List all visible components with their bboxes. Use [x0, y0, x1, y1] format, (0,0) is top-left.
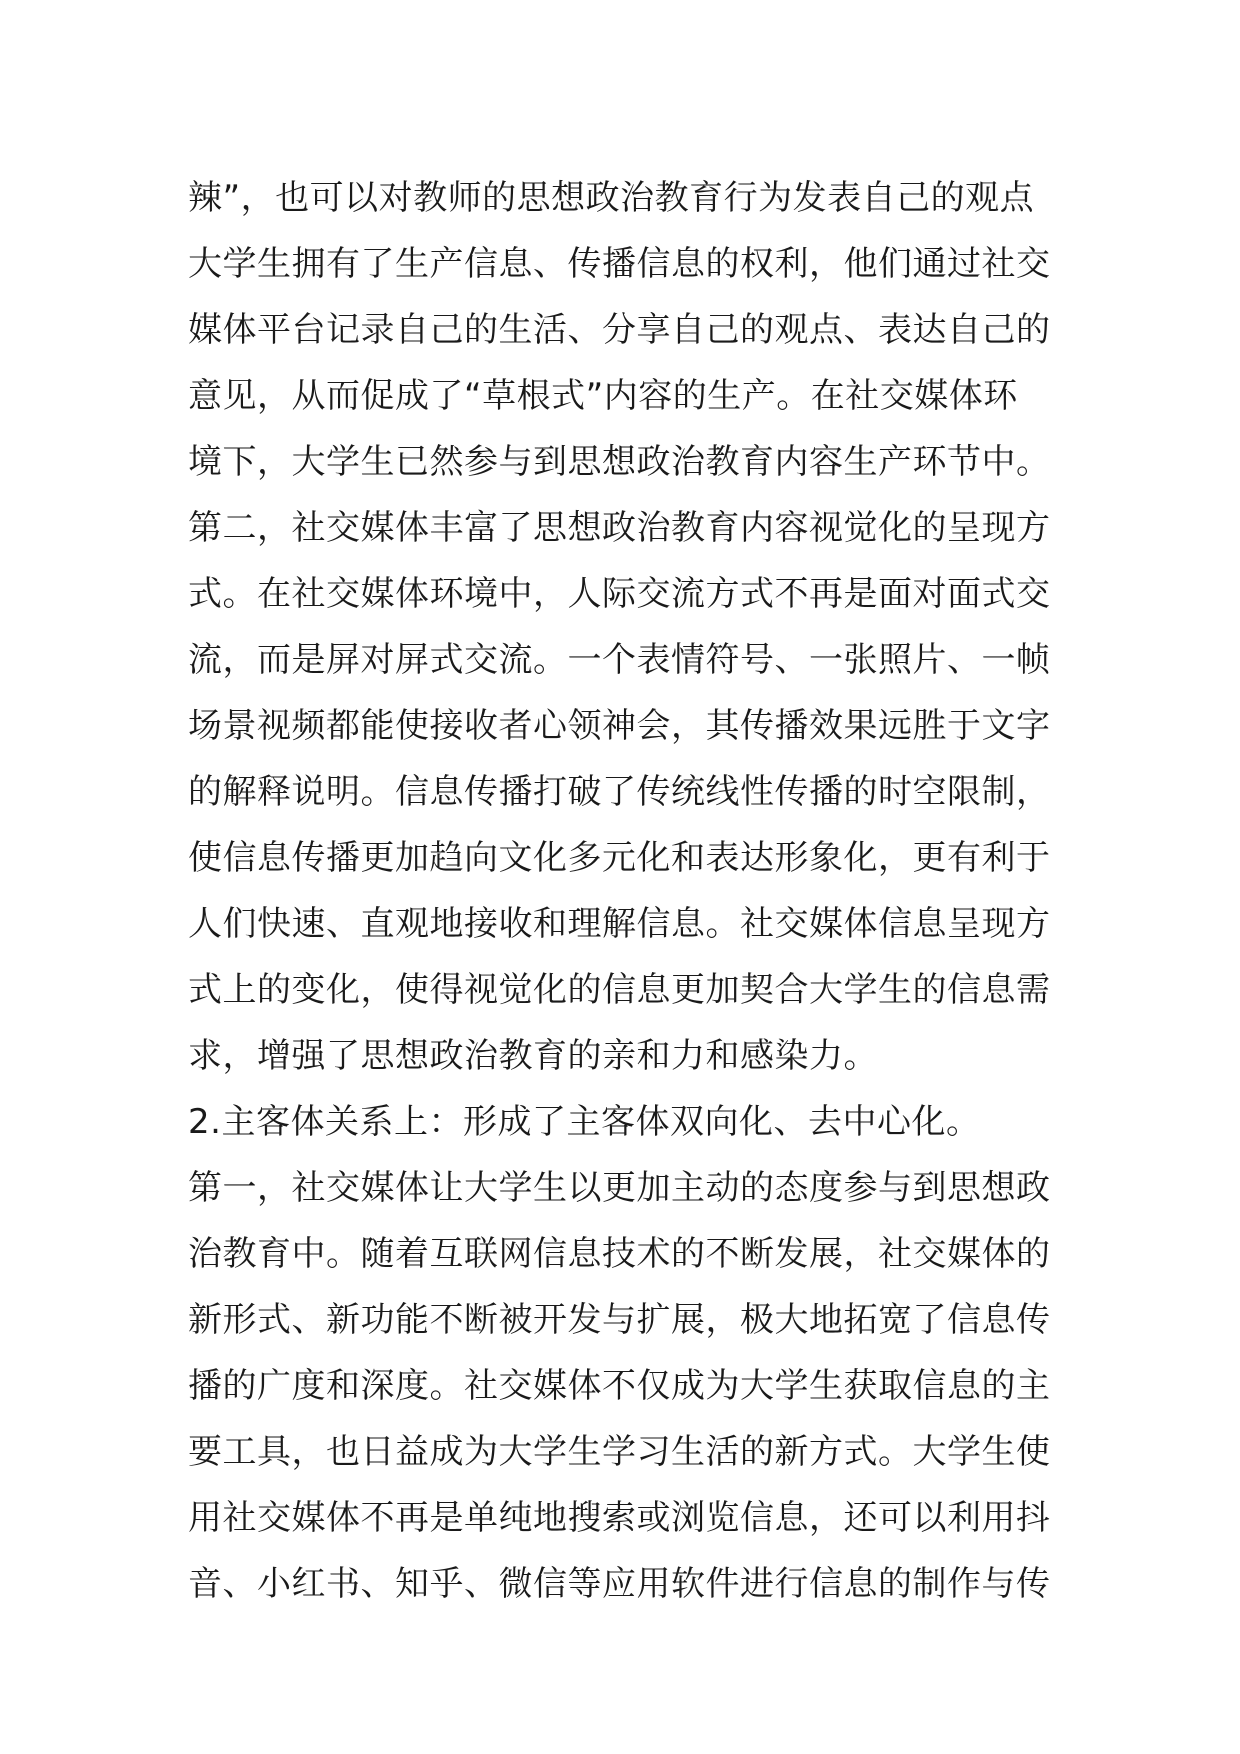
text-line: 大学生拥有了生产信息、传播信息的权利，他们通过社交	[188, 244, 1051, 284]
text-line: 新形式、新功能不断被开发与扩展，极大地拓宽了信息传	[188, 1300, 1051, 1340]
text-line: 式。在社交媒体环境中，人际交流方式不再是面对面式交	[188, 574, 1051, 614]
text-line: 境下，大学生已然参与到思想政治教育内容生产环节中。	[188, 442, 1051, 482]
body-text	[188, 165, 1068, 1617]
text-line: 的解释说明。信息传播打破了传统线性传播的时空限制，	[188, 772, 1051, 812]
text-line: 场景视频都能使接收者心领神会，其传播效果远胜于文字	[188, 706, 1051, 746]
text-line: 式上的变化，使得视觉化的信息更加契合大学生的信息需	[188, 970, 1051, 1010]
text-line: 第二，社交媒体丰富了思想政治教育内容视觉化的呈现方	[188, 508, 1051, 548]
text-line: 用社交媒体不再是单纯地搜索或浏览信息，还可以利用抖	[188, 1498, 1051, 1538]
text-line: 播的广度和深度。社交媒体不仅成为大学生获取信息的主	[188, 1366, 1051, 1406]
text-line: 音、小红书、知乎、微信等应用软件进行信息的制作与传	[188, 1564, 1051, 1604]
text-line: 媒体平台记录自己的生活、分享自己的观点、表达自己的	[188, 310, 1051, 350]
text-line: 治教育中。随着互联网信息技术的不断发展，社交媒体的	[188, 1234, 1051, 1274]
text-line: 第一，社交媒体让大学生以更加主动的态度参与到思想政	[188, 1168, 1051, 1208]
section-heading: 2.主客体关系上：形成了主客体双向化、去中心化。	[188, 1102, 981, 1142]
text-line: 要工具，也日益成为大学生学习生活的新方式。大学生使	[188, 1432, 1051, 1472]
text-line: 意见，从而促成了“草根式”内容的生产。在社交媒体环	[188, 376, 1018, 416]
text-line: 辣”，也可以对教师的思想政治教育行为发表自己的观点	[188, 178, 1035, 218]
text-line: 使信息传播更加趋向文化多元化和表达形象化，更有利于	[188, 838, 1051, 878]
text-line: 人们快速、直观地接收和理解信息。社交媒体信息呈现方	[188, 904, 1051, 944]
text-line: 流，而是屏对屏式交流。一个表情符号、一张照片、一帧	[188, 640, 1051, 680]
text-line: 求，增强了思想政治教育的亲和力和感染力。	[188, 1036, 878, 1076]
